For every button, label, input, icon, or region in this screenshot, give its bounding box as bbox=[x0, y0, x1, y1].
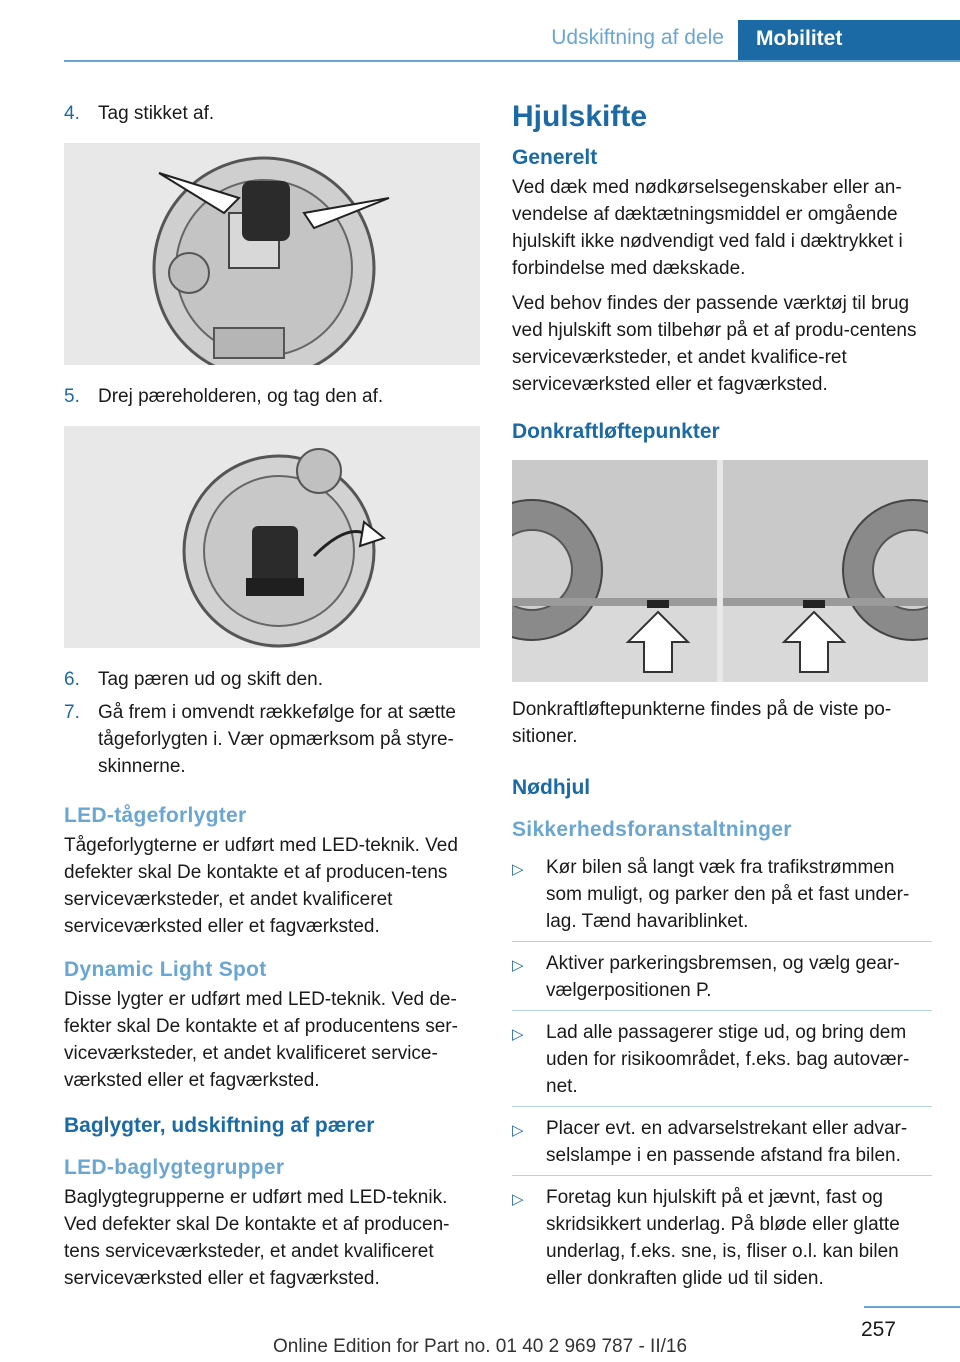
bullet-text: Lad alle passagerer stige ud, og bring dem uden for risikoområdet, f.eks. bag autovær-net. bbox=[546, 1022, 910, 1097]
step-text: Tag pæren ud og skift den. bbox=[98, 669, 323, 690]
step-number: 5. bbox=[64, 386, 80, 407]
led-rear-text: Baglygtegrupperne er udført med LED-teknik. Ved defekter skal De kontakte et af producen-tens serviceværksteder, et andet kvalificeret serviceværksted eller et fagværksted. bbox=[64, 1187, 450, 1289]
safety-bullet-item bbox=[512, 1011, 932, 1107]
header-section-title: Udskiftning af dele bbox=[551, 26, 724, 49]
jack-point-rear-pane bbox=[723, 460, 928, 682]
led-fog-text: Tågeforlygterne er udført med LED-teknik. Ved defekter skal De kontakte et af producen-tens serviceværksteder, et andet kvalificeret serviceværksted eller et fagværksted. bbox=[64, 835, 458, 937]
led-fog-heading: LED-tågeforlygter bbox=[64, 804, 247, 827]
left-column bbox=[64, 100, 482, 1300]
bullet-text: Aktiver parkeringsbremsen, og vælg gear-vælgerpositionen P. bbox=[546, 953, 900, 1001]
figure-plug-removal bbox=[64, 143, 480, 365]
spare-wheel-heading: Nødhjul bbox=[512, 776, 591, 799]
step-text: Gå frem i omvendt rækkefølge for at sætte tågeforlygten i. Vær opmærksom på styre-skinnerne. bbox=[98, 702, 456, 777]
jack-point-rear-illustration bbox=[723, 460, 928, 682]
edition-note: Online Edition for Part no. 01 40 2 969 787 - II/16 bbox=[272, 1336, 688, 1357]
dynamic-light-spot-heading: Dynamic Light Spot bbox=[64, 958, 267, 981]
dynamic-light-spot-text: Disse lygter er udført med LED-teknik. Ved de-fekter skal De kontakte et af producentens ser-viceværksteder, et andet kvalificeret service-værksted eller et fagværksted. bbox=[64, 989, 458, 1091]
jack-point-front-pane bbox=[512, 460, 717, 682]
safety-bullet-item bbox=[512, 1107, 932, 1176]
right-column bbox=[512, 100, 932, 1298]
step-text: Tag stikket af. bbox=[98, 103, 215, 124]
bullet-text: Foretag kun hjulskift på et jævnt, fast og skridsikkert underlag. På bløde eller glatte underlag, f.eks. sne, is, fliser o.l. kan bilen eller donkraften glide ud til siden. bbox=[546, 1187, 900, 1289]
step-5 bbox=[64, 383, 482, 410]
general-heading: Generelt bbox=[512, 146, 598, 169]
led-rear-heading: LED-baglygtegrupper bbox=[64, 1156, 285, 1179]
step-6 bbox=[64, 666, 482, 693]
bullet-triangle-icon: ▷ bbox=[512, 1122, 524, 1139]
header-rule bbox=[64, 60, 960, 62]
step-number: 4. bbox=[64, 103, 80, 124]
bullet-triangle-icon: ▷ bbox=[512, 1191, 524, 1208]
figure-bulb-holder bbox=[64, 426, 480, 648]
jack-point-front-illustration bbox=[512, 460, 717, 682]
page-number: 257 bbox=[860, 1318, 896, 1341]
general-paragraph-1: Ved dæk med nødkørselsegenskaber eller an-vendelse af dæktætningsmiddel er omgående hjulskift ikke nødvendigt ved fald i dæktrykket i forbindelse med dækskade. bbox=[512, 177, 903, 279]
step-4 bbox=[64, 100, 482, 127]
step-7 bbox=[64, 699, 482, 780]
bullet-text: Kør bilen så langt væk fra trafikstrømmen som muligt, og parker den på et fast under-lag. Tænd havariblinket. bbox=[546, 857, 910, 932]
figure-jack-points bbox=[512, 460, 928, 682]
footer-rule bbox=[864, 1306, 960, 1308]
page-title: Hjulskifte bbox=[512, 100, 648, 133]
bullet-text: Placer evt. en advarselstrekant eller advar-selslampe i en passende afstand fra bilen. bbox=[546, 1118, 908, 1166]
bullet-triangle-icon: ▷ bbox=[512, 1026, 524, 1043]
safety-bullet-list bbox=[512, 846, 932, 1298]
rear-lights-heading: Baglygter, udskiftning af pærer bbox=[64, 1114, 375, 1137]
step-number: 6. bbox=[64, 669, 80, 690]
jack-points-heading: Donkraftløftepunkter bbox=[512, 420, 720, 443]
step-text: Drej pæreholderen, og tag den af. bbox=[98, 386, 384, 407]
plug-removal-illustration bbox=[64, 143, 480, 365]
general-paragraph-2: Ved behov findes der passende værktøj til brug ved hjulskift som tilbehør på et af produ-centens serviceværksteder, et andet kvalifice-ret serviceværksted eller et fagværksted. bbox=[512, 293, 917, 395]
bullet-triangle-icon: ▷ bbox=[512, 957, 524, 974]
header-chapter-tab: Mobilitet bbox=[738, 20, 960, 62]
safety-bullet-item bbox=[512, 846, 932, 942]
bulb-holder-illustration bbox=[64, 426, 480, 648]
safety-heading: Sikkerhedsforanstaltninger bbox=[512, 818, 792, 841]
bullet-triangle-icon: ▷ bbox=[512, 861, 524, 878]
jack-points-text: Donkraftløftepunkterne findes på de viste po-sitioner. bbox=[512, 699, 892, 747]
step-number: 7. bbox=[64, 702, 80, 723]
safety-bullet-item bbox=[512, 1176, 932, 1298]
safety-bullet-item bbox=[512, 942, 932, 1011]
